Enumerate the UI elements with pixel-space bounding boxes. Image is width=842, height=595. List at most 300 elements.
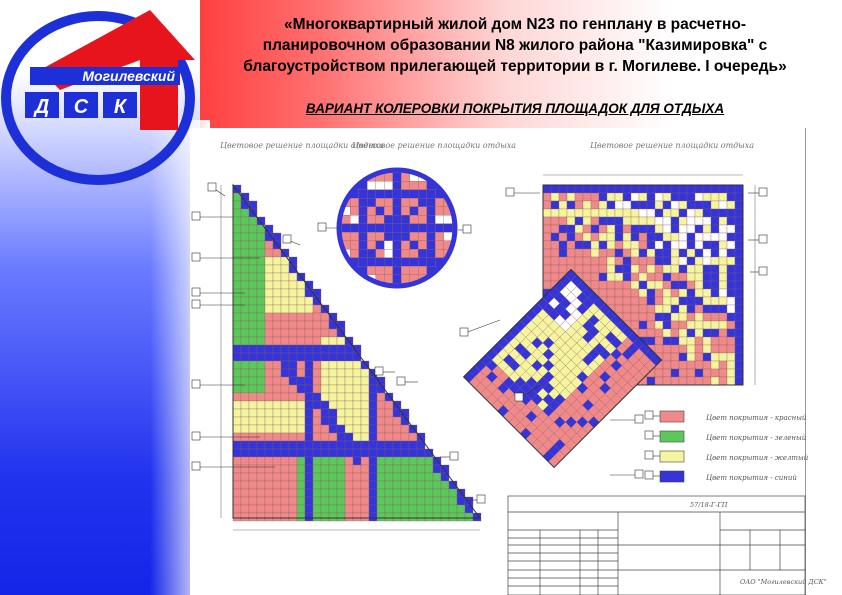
paving-tile [241,209,249,217]
paving-tile [313,377,321,385]
paving-tile [233,441,241,449]
paving-tile [559,209,567,217]
paving-tile [703,289,711,297]
paving-tile [257,369,265,377]
paving-tile [313,393,321,401]
paving-tile [615,281,623,289]
paving-tile [543,241,551,249]
paving-tile [591,265,599,273]
paving-tile [703,369,711,377]
paving-tile [735,249,743,257]
paving-tile [233,329,241,337]
paving-tile [695,249,703,257]
paving-tile [591,241,599,249]
paving-tile [353,449,361,457]
paving-tile [575,209,583,217]
paving-tile [342,266,351,275]
paving-tile [401,481,409,489]
paving-tile [273,441,281,449]
paving-tile [257,457,265,465]
paving-tile [249,377,257,385]
paving-tile [639,217,647,225]
paving-tile [305,369,313,377]
paving-tile [249,497,257,505]
paving-tile [393,513,401,521]
paving-tile [333,283,342,292]
paving-tile [345,441,353,449]
paving-tile [241,449,249,457]
paving-tile [321,361,329,369]
paving-tile [591,249,599,257]
paving-tile [435,224,444,233]
paving-tile [257,281,265,289]
paving-tile [361,465,369,473]
paving-tile [623,233,631,241]
paving-tile [727,201,735,209]
paving-tile [393,417,401,425]
callout-box [318,223,326,231]
paving-tile [567,201,575,209]
paving-tile [369,505,377,513]
paving-tile [695,369,703,377]
paving-tile [289,401,297,409]
paving-tile [695,201,703,209]
paving-tile [361,409,369,417]
paving-tile [241,273,249,281]
paving-tile [735,329,743,337]
paving-tile [543,217,551,225]
paving-tile [273,481,281,489]
paving-tile [418,232,427,241]
paving-tile [257,233,265,241]
paving-tile [353,369,361,377]
logo-letter-d: Д [34,96,50,118]
paving-tile [655,369,663,377]
paving-tile [350,241,359,250]
paving-tile [735,361,743,369]
paving-tile [345,481,353,489]
paving-tile [281,425,289,433]
paving-tile [337,345,345,353]
paving-tile [337,369,345,377]
paving-tile [583,249,591,257]
paving-tile [435,275,444,284]
paving-tile [711,369,719,377]
paving-tile [427,190,436,199]
paving-tile [353,481,361,489]
paving-tile [719,377,727,385]
paving-tile [233,481,241,489]
paving-tile [249,265,257,273]
paving-tile [591,217,599,225]
paving-tile [417,473,425,481]
paving-tile [289,345,297,353]
paving-tile [257,361,265,369]
paving-tile [377,401,385,409]
paving-tile [241,353,249,361]
paving-tile [233,361,241,369]
paving-tile [241,361,249,369]
paving-tile [321,433,329,441]
paving-tile [337,409,345,417]
paving-tile [663,289,671,297]
paving-tile [663,273,671,281]
paving-tile [655,297,663,305]
paving-tile [599,217,607,225]
paving-tile [679,377,687,385]
paving-tile [367,232,376,241]
paving-tile [418,266,427,275]
paving-tile [385,497,393,505]
paving-tile [233,281,241,289]
paving-tile [401,190,410,199]
paving-tile [727,273,735,281]
paving-tile [711,233,719,241]
paving-tile [342,232,351,241]
paving-tile [639,241,647,249]
paving-tile [679,209,687,217]
paving-tile [257,305,265,313]
paving-tile [427,224,436,233]
paving-tile [607,281,615,289]
paving-tile [305,329,313,337]
paving-tile [249,313,257,321]
paving-tile [655,313,663,321]
paving-tile [452,275,461,284]
paving-tile [313,305,321,313]
paving-tile [321,337,329,345]
paving-tile [427,283,436,292]
paving-tile [543,249,551,257]
paving-tile [305,353,313,361]
paving-tile [361,505,369,513]
paving-tile [559,241,567,249]
paving-tile [376,198,385,207]
paving-tile [257,425,265,433]
paving-tile [655,233,663,241]
legend-swatch-blue [660,471,684,482]
paving-tile [679,321,687,329]
callout-box [759,188,767,196]
paving-tile [727,257,735,265]
paving-tile [305,393,313,401]
paving-tile [623,209,631,217]
paving-tile [305,417,313,425]
paving-tile [425,513,433,521]
paving-tile [385,409,393,417]
paving-tile [599,185,607,193]
paving-tile [241,337,249,345]
paving-tile [289,497,297,505]
paving-tile [289,281,297,289]
paving-tile [401,198,410,207]
paving-tile [321,409,329,417]
paving-tile [305,473,313,481]
paving-tile [647,305,655,313]
paving-tile [313,513,321,521]
paving-tile [297,281,305,289]
paving-tile [452,181,461,190]
paving-tile [329,393,337,401]
paving-tile [249,417,257,425]
paving-tile [631,225,639,233]
paving-tile [703,281,711,289]
paving-tile [631,201,639,209]
paving-tile [695,265,703,273]
paving-tile [639,329,647,337]
paving-tile [233,425,241,433]
paving-tile [273,313,281,321]
paving-tile [350,164,359,173]
paving-tile [433,481,441,489]
paving-tile [273,289,281,297]
paving-tile [583,193,591,201]
paving-tile [671,241,679,249]
paving-tile [687,209,695,217]
paving-tile [452,198,461,207]
paving-tile [329,337,337,345]
paving-tile [313,353,321,361]
paving-tile [711,193,719,201]
paving-tile [719,353,727,361]
paving-tile [265,385,273,393]
paving-tile [575,257,583,265]
paving-tile [401,425,409,433]
paving-tile [281,473,289,481]
paving-tile [663,337,671,345]
paving-tile [377,513,385,521]
paving-tile [401,489,409,497]
paving-tile [384,190,393,199]
paving-tile [567,193,575,201]
paving-tile [353,441,361,449]
paving-tile [727,209,735,217]
paving-tile [671,217,679,225]
legend-label-red: Цвет покрытия - красный [706,414,807,422]
paving-tile [409,497,417,505]
paving-tile [233,409,241,417]
paving-tile [265,505,273,513]
paving-tile [297,337,305,345]
paving-tile [615,201,623,209]
paving-tile [647,249,655,257]
callout-box [283,235,291,243]
paving-tile [655,225,663,233]
paving-tile [615,289,623,297]
paving-tile [695,281,703,289]
paving-tile [345,353,353,361]
paving-tile [679,353,687,361]
paving-tile [257,393,265,401]
paving-tile [377,417,385,425]
paving-tile [567,225,575,233]
paving-tile [337,513,345,521]
paving-tile [727,377,735,385]
title-line-2: планировочном образовании N8 жилого района "Казимировка" с [262,37,768,54]
paving-tile [655,249,663,257]
paving-tile [703,353,711,361]
paving-tile [321,313,329,321]
paving-tile [393,481,401,489]
paving-tile [735,337,743,345]
paving-tile [289,433,297,441]
paving-tile [289,361,297,369]
paving-tile [337,385,345,393]
paving-tile [727,329,735,337]
paving-tile [599,281,607,289]
paving-tile [281,465,289,473]
paving-tile [369,481,377,489]
paving-tile [305,489,313,497]
paving-tile [313,425,321,433]
paving-tile [551,185,559,193]
paving-tile [401,505,409,513]
paving-tile [273,425,281,433]
paving-tile [727,249,735,257]
paving-tile [289,377,297,385]
paving-tile [687,289,695,297]
paving-tile [655,305,663,313]
paving-tile [281,369,289,377]
paving-tile [281,401,289,409]
paving-tile [273,385,281,393]
paving-tile [452,249,461,258]
paving-tile [289,321,297,329]
paving-tile [233,345,241,353]
paving-tile [313,473,321,481]
callout-box [375,367,383,375]
paving-tile [241,409,249,417]
paving-tile [727,297,735,305]
paving-tile [695,337,703,345]
paving-tile [647,329,655,337]
paving-tile [367,190,376,199]
paving-tile [425,505,433,513]
paving-tile [418,164,427,173]
logo-letter-k: К [113,96,127,118]
paving-tile [401,457,409,465]
paving-tile [345,473,353,481]
paving-tile [615,249,623,257]
paving-tile [350,224,359,233]
paving-tile [333,266,342,275]
paving-tile [719,337,727,345]
paving-tile [631,257,639,265]
paving-tile [265,449,273,457]
paving-tile [350,283,359,292]
paving-tile [655,185,663,193]
paving-tile [281,321,289,329]
paving-tile [417,489,425,497]
paving-tile [671,233,679,241]
paving-tile [273,297,281,305]
paving-tile [297,417,305,425]
paving-tile [385,433,393,441]
paving-tile [257,401,265,409]
paving-tile [384,173,393,182]
paving-tile [639,249,647,257]
paving-tile [663,193,671,201]
paving-tile [647,225,655,233]
paving-tile [329,489,337,497]
paving-tile [329,449,337,457]
paving-tile [551,273,559,281]
paving-tile [695,353,703,361]
paving-tile [297,345,305,353]
paving-tile [257,313,265,321]
paving-tile [427,232,436,241]
paving-tile [305,377,313,385]
paving-tile [369,425,377,433]
paving-tile [345,361,353,369]
paving-tile [377,481,385,489]
paving-tile [401,433,409,441]
paving-tile [367,164,376,173]
paving-tile [679,233,687,241]
callout-box [192,253,200,261]
paving-tile [249,297,257,305]
paving-tile [329,353,337,361]
paving-tile [631,273,639,281]
paving-tile [417,449,425,457]
paving-tile [297,385,305,393]
paving-tile [695,185,703,193]
paving-tile [359,283,368,292]
paving-tile [257,417,265,425]
paving-tile [337,489,345,497]
paving-tile [427,198,436,207]
paving-tile [305,433,313,441]
paving-tile [297,433,305,441]
paving-tile [241,265,249,273]
paving-tile [655,329,663,337]
callout-box [192,300,200,308]
paving-tile [329,377,337,385]
paving-tile [401,258,410,267]
paving-tile [719,361,727,369]
paving-tile [305,321,313,329]
paving-tile [265,417,273,425]
paving-tile [257,449,265,457]
paving-tile [591,185,599,193]
paving-tile [599,233,607,241]
paving-tile [401,224,410,233]
paving-tile [265,345,273,353]
paving-tile [559,201,567,209]
paving-tile [233,449,241,457]
paving-tile [695,329,703,337]
paving-tile [444,215,453,224]
paving-tile [687,353,695,361]
paving-tile [337,449,345,457]
paving-tile [233,513,241,521]
paving-tile [265,513,273,521]
paving-tile [241,505,249,513]
paving-tile [273,273,281,281]
paving-tile [321,497,329,505]
paving-tile [385,441,393,449]
paving-tile [233,393,241,401]
paving-tile [567,185,575,193]
paving-tile [297,513,305,521]
paving-tile [457,497,465,505]
paving-tile [393,465,401,473]
paving-tile [671,337,679,345]
paving-tile [329,369,337,377]
paving-tile [543,193,551,201]
paving-tile [711,249,719,257]
paving-tile [583,209,591,217]
